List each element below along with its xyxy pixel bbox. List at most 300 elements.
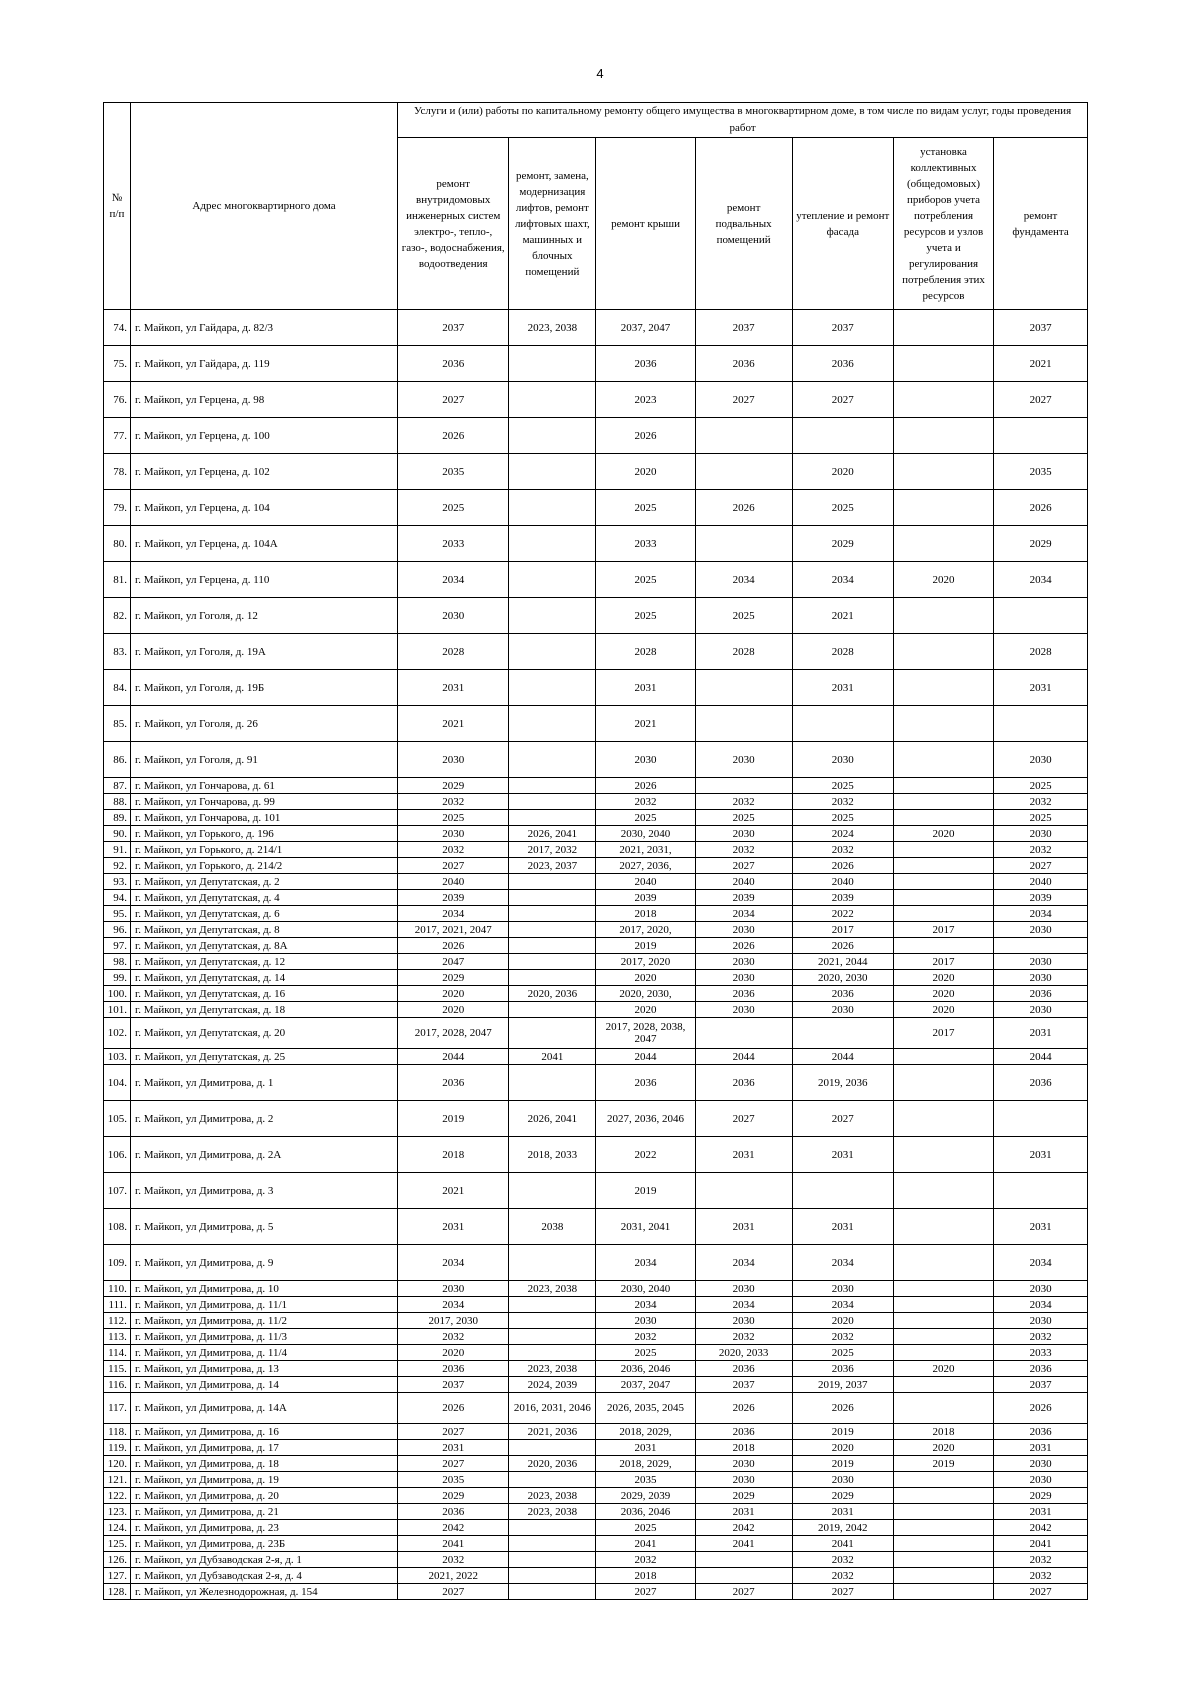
row-year-cell: 2030 [596, 742, 695, 778]
row-year-cell: 2030 [695, 1002, 792, 1018]
row-year-cell: 2020 [792, 1313, 893, 1329]
row-year-cell: 2030 [994, 954, 1088, 970]
row-year-cell: 2021, 2031, [596, 842, 695, 858]
row-year-cell: 2029 [398, 970, 509, 986]
row-year-cell: 2036 [994, 986, 1088, 1002]
row-number: 112. [104, 1313, 131, 1329]
row-year-cell [893, 1297, 993, 1313]
row-year-cell: 2032 [398, 1552, 509, 1568]
row-address: г. Майкоп, ул Гончарова, д. 99 [130, 794, 397, 810]
row-year-cell [509, 562, 596, 598]
row-year-cell: 2020, 2036 [509, 986, 596, 1002]
table-row [104, 742, 1088, 778]
row-year-cell: 2019 [893, 1456, 993, 1472]
row-year-cell: 2039 [596, 890, 695, 906]
row-year-cell [893, 938, 993, 954]
row-year-cell: 2020, 2030 [792, 970, 893, 986]
row-year-cell: 2027 [695, 858, 792, 874]
row-year-cell: 2030 [695, 970, 792, 986]
row-year-cell: 2034 [994, 906, 1088, 922]
row-year-cell: 2020 [893, 1361, 993, 1377]
row-year-cell: 2030 [994, 742, 1088, 778]
header-address: Адрес многоквартирного дома [130, 103, 397, 310]
row-year-cell [509, 922, 596, 938]
row-year-cell: 2027 [695, 1101, 792, 1137]
row-year-cell: 2025 [994, 778, 1088, 794]
row-number: 108. [104, 1209, 131, 1245]
row-year-cell: 2041 [398, 1536, 509, 1552]
table-row [104, 1002, 1088, 1018]
row-number: 92. [104, 858, 131, 874]
row-year-cell: 2017 [792, 922, 893, 938]
row-year-cell: 2023 [596, 382, 695, 418]
table-row [104, 1281, 1088, 1297]
table-row [104, 1313, 1088, 1329]
row-address: г. Майкоп, ул Гайдара, д. 119 [130, 346, 397, 382]
row-number: 85. [104, 706, 131, 742]
row-number: 82. [104, 598, 131, 634]
table-row [104, 858, 1088, 874]
header-num: № п/п [104, 103, 131, 310]
row-number: 126. [104, 1552, 131, 1568]
row-year-cell [893, 1101, 993, 1137]
row-address: г. Майкоп, ул Димитрова, д. 17 [130, 1440, 397, 1456]
row-year-cell [509, 810, 596, 826]
row-year-cell: 2034 [398, 1245, 509, 1281]
row-number: 93. [104, 874, 131, 890]
row-year-cell: 2019, 2037 [792, 1377, 893, 1393]
row-year-cell: 2018, 2029, [596, 1424, 695, 1440]
table-row [104, 670, 1088, 706]
row-year-cell: 2032 [398, 1329, 509, 1345]
row-year-cell [893, 598, 993, 634]
row-year-cell [509, 1552, 596, 1568]
table-row [104, 890, 1088, 906]
row-address: г. Майкоп, ул Димитрова, д. 5 [130, 1209, 397, 1245]
row-number: 110. [104, 1281, 131, 1297]
row-year-cell: 2029 [792, 1488, 893, 1504]
row-year-cell: 2020 [596, 1002, 695, 1018]
row-year-cell: 2020 [398, 1002, 509, 1018]
row-address: г. Майкоп, ул Гончарова, д. 61 [130, 778, 397, 794]
row-year-cell: 2030 [695, 742, 792, 778]
row-number: 96. [104, 922, 131, 938]
row-year-cell [695, 706, 792, 742]
row-year-cell: 2037 [695, 1377, 792, 1393]
table-row [104, 526, 1088, 562]
row-year-cell [509, 418, 596, 454]
table-row [104, 1520, 1088, 1536]
row-year-cell: 2025 [596, 810, 695, 826]
row-year-cell: 2023, 2038 [509, 1504, 596, 1520]
row-address: г. Майкоп, ул Горького, д. 214/1 [130, 842, 397, 858]
row-year-cell: 2019, 2042 [792, 1520, 893, 1536]
row-number: 106. [104, 1137, 131, 1173]
table-row [104, 1049, 1088, 1065]
row-year-cell: 2020 [893, 826, 993, 842]
row-year-cell [893, 1245, 993, 1281]
row-year-cell: 2017 [893, 922, 993, 938]
row-year-cell: 2026 [792, 858, 893, 874]
row-year-cell: 2037 [994, 310, 1088, 346]
row-year-cell: 2027 [398, 858, 509, 874]
row-year-cell: 2032 [398, 794, 509, 810]
row-year-cell: 2029 [398, 1488, 509, 1504]
row-year-cell: 2025 [596, 1345, 695, 1361]
row-year-cell [893, 1536, 993, 1552]
row-year-cell [509, 794, 596, 810]
row-year-cell: 2031, 2041 [596, 1209, 695, 1245]
row-year-cell: 2025 [792, 490, 893, 526]
row-year-cell: 2032 [596, 794, 695, 810]
row-year-cell [893, 1377, 993, 1393]
row-year-cell: 2023, 2038 [509, 1488, 596, 1504]
row-year-cell: 2036 [695, 1424, 792, 1440]
table-row [104, 1329, 1088, 1345]
row-year-cell: 2025 [596, 490, 695, 526]
row-year-cell: 2031 [792, 1209, 893, 1245]
row-year-cell: 2027 [596, 1584, 695, 1600]
row-year-cell: 2020 [893, 1440, 993, 1456]
table-row [104, 346, 1088, 382]
table-row [104, 986, 1088, 1002]
row-year-cell: 2030 [994, 1002, 1088, 1018]
row-address: г. Майкоп, ул Депутатская, д. 2 [130, 874, 397, 890]
row-year-cell: 2040 [596, 874, 695, 890]
row-address: г. Майкоп, ул Герцена, д. 104А [130, 526, 397, 562]
row-year-cell: 2035 [994, 454, 1088, 490]
row-address: г. Майкоп, ул Гоголя, д. 19А [130, 634, 397, 670]
table-row [104, 1584, 1088, 1600]
row-address: г. Майкоп, ул Димитрова, д. 16 [130, 1424, 397, 1440]
row-year-cell: 2020 [792, 1440, 893, 1456]
table-row [104, 562, 1088, 598]
row-address: г. Майкоп, ул Герцена, д. 98 [130, 382, 397, 418]
row-year-cell: 2025 [596, 562, 695, 598]
row-number: 119. [104, 1440, 131, 1456]
row-year-cell: 2034 [695, 1297, 792, 1313]
row-address: г. Майкоп, ул Димитрова, д. 20 [130, 1488, 397, 1504]
row-year-cell: 2036 [398, 1361, 509, 1377]
row-year-cell: 2030 [398, 826, 509, 842]
row-year-cell: 2030 [792, 1281, 893, 1297]
table-row [104, 1065, 1088, 1101]
row-year-cell [509, 890, 596, 906]
row-year-cell: 2036 [695, 346, 792, 382]
row-year-cell: 2020 [398, 1345, 509, 1361]
row-year-cell: 2027 [994, 1584, 1088, 1600]
row-year-cell: 2020 [893, 986, 993, 1002]
row-number: 77. [104, 418, 131, 454]
row-year-cell: 2018 [596, 906, 695, 922]
row-year-cell: 2031 [398, 670, 509, 706]
table-row [104, 778, 1088, 794]
row-year-cell: 2030 [792, 1002, 893, 1018]
row-year-cell: 2032 [792, 1329, 893, 1345]
row-year-cell [509, 1002, 596, 1018]
row-year-cell: 2031 [398, 1209, 509, 1245]
row-year-cell: 2017, 2030 [398, 1313, 509, 1329]
row-year-cell: 2025 [695, 598, 792, 634]
table-row [104, 1472, 1088, 1488]
table-row [104, 706, 1088, 742]
table-row [104, 1536, 1088, 1552]
row-year-cell [893, 1472, 993, 1488]
row-address: г. Майкоп, ул Димитрова, д. 13 [130, 1361, 397, 1377]
row-year-cell [509, 938, 596, 954]
row-year-cell [509, 634, 596, 670]
row-year-cell: 2030 [398, 1281, 509, 1297]
row-year-cell: 2021 [792, 598, 893, 634]
row-year-cell: 2031 [596, 1440, 695, 1456]
row-address: г. Майкоп, ул Гоголя, д. 26 [130, 706, 397, 742]
row-year-cell: 2038 [509, 1209, 596, 1245]
row-address: г. Майкоп, ул Димитрова, д. 2А [130, 1137, 397, 1173]
row-year-cell: 2023, 2038 [509, 310, 596, 346]
row-year-cell: 2036 [792, 1361, 893, 1377]
row-address: г. Майкоп, ул Депутатская, д. 4 [130, 890, 397, 906]
row-year-cell [509, 1584, 596, 1600]
row-year-cell [792, 706, 893, 742]
row-address: г. Майкоп, ул Димитрова, д. 11/1 [130, 1297, 397, 1313]
repair-schedule-table [103, 102, 1088, 1600]
row-year-cell: 2034 [695, 562, 792, 598]
row-year-cell [994, 1101, 1088, 1137]
row-year-cell: 2036 [695, 1065, 792, 1101]
row-year-cell: 2031 [994, 1018, 1088, 1049]
row-number: 123. [104, 1504, 131, 1520]
row-year-cell: 2039 [398, 890, 509, 906]
row-year-cell: 2018 [596, 1568, 695, 1584]
row-year-cell: 2023, 2038 [509, 1361, 596, 1377]
row-year-cell [695, 1568, 792, 1584]
row-year-cell: 2030 [994, 1281, 1088, 1297]
row-address: г. Майкоп, ул Депутатская, д. 12 [130, 954, 397, 970]
row-year-cell: 2036 [994, 1065, 1088, 1101]
row-year-cell: 2020 [893, 562, 993, 598]
row-year-cell [695, 670, 792, 706]
row-year-cell: 2036, 2046 [596, 1361, 695, 1377]
row-year-cell: 2027 [398, 1584, 509, 1600]
row-year-cell [509, 346, 596, 382]
row-year-cell [509, 1018, 596, 1049]
row-address: г. Майкоп, ул Герцена, д. 102 [130, 454, 397, 490]
row-year-cell: 2037 [398, 310, 509, 346]
row-address: г. Майкоп, ул Депутатская, д. 8 [130, 922, 397, 938]
row-year-cell [509, 1568, 596, 1584]
row-year-cell [893, 454, 993, 490]
row-year-cell: 2036 [398, 1065, 509, 1101]
row-year-cell: 2018 [695, 1440, 792, 1456]
row-year-cell: 2030 [695, 1313, 792, 1329]
row-year-cell [893, 1568, 993, 1584]
table-row [104, 1101, 1088, 1137]
row-year-cell: 2020, 2033 [695, 1345, 792, 1361]
row-year-cell: 2031 [695, 1137, 792, 1173]
row-year-cell: 2040 [994, 874, 1088, 890]
row-year-cell [893, 906, 993, 922]
row-address: г. Майкоп, ул Димитрова, д. 23Б [130, 1536, 397, 1552]
row-year-cell [893, 1520, 993, 1536]
row-address: г. Майкоп, ул Димитрова, д. 14А [130, 1393, 397, 1424]
row-address: г. Майкоп, ул Димитрова, д. 9 [130, 1245, 397, 1281]
table-row [104, 1552, 1088, 1568]
row-year-cell [695, 778, 792, 794]
row-year-cell [509, 874, 596, 890]
row-year-cell: 2025 [596, 1520, 695, 1536]
row-year-cell: 2017, 2028, 2038, 2047 [596, 1018, 695, 1049]
row-year-cell: 2032 [398, 842, 509, 858]
row-year-cell [509, 778, 596, 794]
table-row [104, 906, 1088, 922]
row-year-cell: 2019 [398, 1101, 509, 1137]
row-year-cell [893, 1329, 993, 1345]
row-year-cell: 2020 [893, 1002, 993, 1018]
row-year-cell: 2026 [792, 1393, 893, 1424]
row-number: 115. [104, 1361, 131, 1377]
row-number: 116. [104, 1377, 131, 1393]
row-year-cell: 2037, 2047 [596, 1377, 695, 1393]
row-number: 117. [104, 1393, 131, 1424]
row-number: 103. [104, 1049, 131, 1065]
row-year-cell: 2020, 2036 [509, 1456, 596, 1472]
row-year-cell [509, 742, 596, 778]
row-address: г. Майкоп, ул Герцена, д. 104 [130, 490, 397, 526]
row-year-cell [509, 1520, 596, 1536]
row-number: 87. [104, 778, 131, 794]
row-year-cell [994, 1173, 1088, 1209]
row-year-cell: 2030 [792, 1472, 893, 1488]
row-year-cell: 2031 [695, 1504, 792, 1520]
row-year-cell: 2018, 2029, [596, 1456, 695, 1472]
row-year-cell: 2044 [994, 1049, 1088, 1065]
row-year-cell [792, 418, 893, 454]
row-number: 99. [104, 970, 131, 986]
row-year-cell: 2027 [398, 1456, 509, 1472]
table-row [104, 794, 1088, 810]
row-number: 81. [104, 562, 131, 598]
table-row [104, 1018, 1088, 1049]
row-year-cell: 2030 [695, 954, 792, 970]
row-year-cell [509, 970, 596, 986]
row-number: 113. [104, 1329, 131, 1345]
row-year-cell: 2041 [994, 1536, 1088, 1552]
row-year-cell [509, 706, 596, 742]
row-year-cell: 2026 [695, 490, 792, 526]
row-year-cell: 2027 [792, 382, 893, 418]
row-year-cell [695, 1018, 792, 1049]
row-year-cell [893, 1281, 993, 1297]
row-year-cell: 2042 [398, 1520, 509, 1536]
row-year-cell: 2037 [792, 310, 893, 346]
row-year-cell: 2034 [792, 1297, 893, 1313]
row-year-cell [509, 1065, 596, 1101]
row-year-cell: 2031 [994, 1137, 1088, 1173]
header-col-facade: утепление и ремонт фасада [792, 138, 893, 310]
row-year-cell: 2025 [792, 1345, 893, 1361]
table-row [104, 1488, 1088, 1504]
row-year-cell: 2039 [695, 890, 792, 906]
row-year-cell [509, 1245, 596, 1281]
row-year-cell: 2019 [792, 1424, 893, 1440]
row-year-cell: 2044 [695, 1049, 792, 1065]
row-number: 78. [104, 454, 131, 490]
row-year-cell: 2025 [695, 810, 792, 826]
row-year-cell: 2036 [792, 346, 893, 382]
table-row [104, 842, 1088, 858]
row-year-cell: 2017, 2028, 2047 [398, 1018, 509, 1049]
row-year-cell: 2017, 2020 [596, 954, 695, 970]
row-year-cell [893, 1173, 993, 1209]
row-year-cell: 2028 [695, 634, 792, 670]
row-year-cell: 2034 [994, 562, 1088, 598]
row-year-cell [695, 454, 792, 490]
row-year-cell: 2027 [695, 382, 792, 418]
row-year-cell: 2029 [994, 1488, 1088, 1504]
row-year-cell [509, 454, 596, 490]
row-number: 120. [104, 1456, 131, 1472]
row-number: 98. [104, 954, 131, 970]
row-address: г. Майкоп, ул Депутатская, д. 14 [130, 970, 397, 986]
row-year-cell: 2034 [994, 1297, 1088, 1313]
row-number: 84. [104, 670, 131, 706]
row-year-cell: 2029 [792, 526, 893, 562]
row-year-cell: 2030, 2040 [596, 1281, 695, 1297]
row-year-cell: 2032 [994, 1552, 1088, 1568]
row-year-cell [509, 906, 596, 922]
row-year-cell: 2030 [994, 1456, 1088, 1472]
row-number: 75. [104, 346, 131, 382]
row-number: 97. [104, 938, 131, 954]
row-address: г. Майкоп, ул Димитрова, д. 1 [130, 1065, 397, 1101]
row-address: г. Майкоп, ул Депутатская, д. 16 [130, 986, 397, 1002]
row-number: 122. [104, 1488, 131, 1504]
row-year-cell: 2018 [398, 1137, 509, 1173]
row-year-cell: 2029 [695, 1488, 792, 1504]
row-number: 121. [104, 1472, 131, 1488]
row-address: г. Майкоп, ул Дубзаводская 2-я, д. 1 [130, 1552, 397, 1568]
row-address: г. Майкоп, ул Депутатская, д. 8А [130, 938, 397, 954]
row-year-cell [695, 418, 792, 454]
row-year-cell: 2025 [398, 810, 509, 826]
row-year-cell: 2039 [994, 890, 1088, 906]
row-number: 74. [104, 310, 131, 346]
row-year-cell [509, 1173, 596, 1209]
row-year-cell [994, 418, 1088, 454]
row-address: г. Майкоп, ул Депутатская, д. 6 [130, 906, 397, 922]
row-year-cell: 2024 [792, 826, 893, 842]
row-year-cell: 2036 [994, 1361, 1088, 1377]
row-year-cell: 2027 [398, 382, 509, 418]
row-year-cell: 2028 [994, 634, 1088, 670]
row-year-cell: 2034 [596, 1245, 695, 1281]
row-year-cell [509, 526, 596, 562]
row-year-cell [893, 1313, 993, 1329]
row-year-cell: 2027 [994, 858, 1088, 874]
row-year-cell: 2026 [695, 938, 792, 954]
row-year-cell: 2018 [893, 1424, 993, 1440]
row-year-cell: 2037 [398, 1377, 509, 1393]
row-number: 105. [104, 1101, 131, 1137]
row-year-cell [893, 874, 993, 890]
row-year-cell: 2020 [596, 454, 695, 490]
page-number: 4 [596, 66, 604, 81]
row-year-cell [509, 382, 596, 418]
row-year-cell [509, 1345, 596, 1361]
row-number: 91. [104, 842, 131, 858]
row-year-cell: 2040 [695, 874, 792, 890]
table-row [104, 922, 1088, 938]
